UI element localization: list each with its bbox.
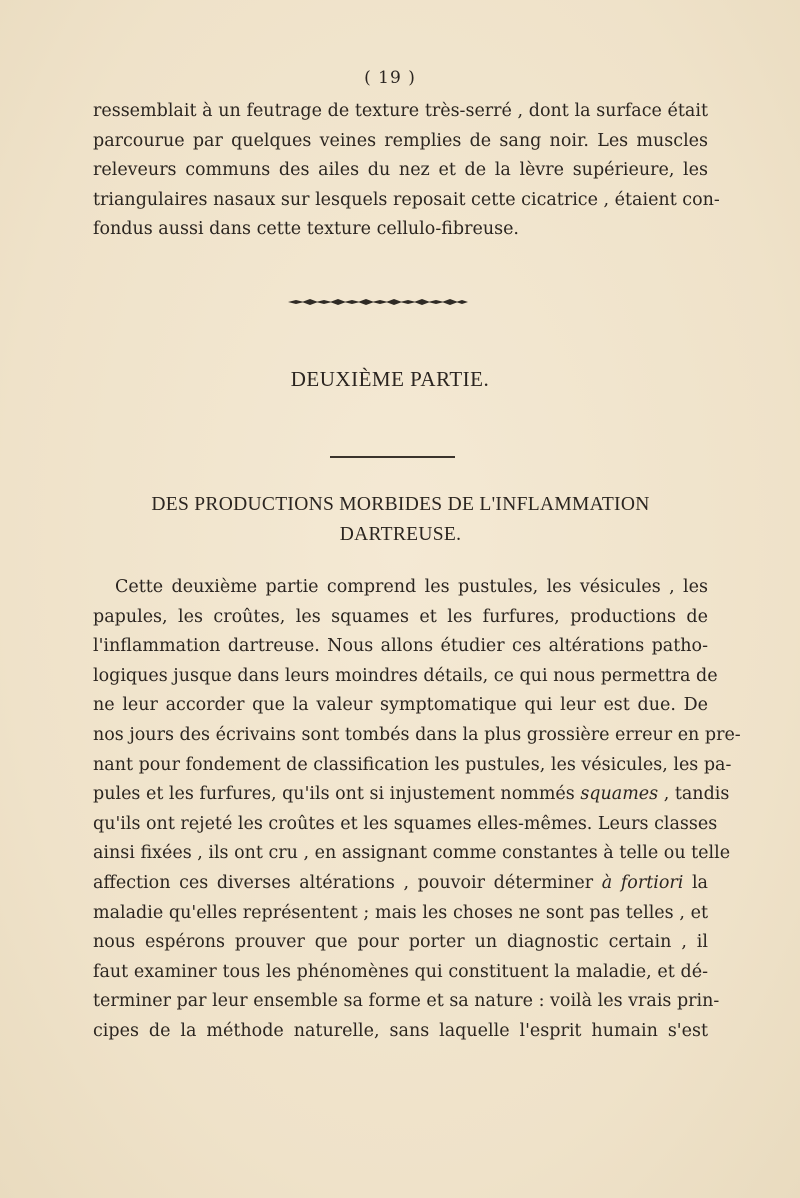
italic-term: squames <box>580 784 659 805</box>
section-title <box>93 490 708 550</box>
text-line: nant pour fondement de classification les pustules, les vésicules, les pa- <box>93 754 732 775</box>
text-line: nous espérons prouver que pour porter un diagnostic certain , il <box>93 932 708 953</box>
text-line: ressemblait à un feutrage de texture très-serré , dont la surface était <box>93 101 708 121</box>
title-rule <box>330 456 455 458</box>
text-line: parcourue par quelques veines remplies de sang noir. Les muscles <box>93 130 708 151</box>
text-line-with-italic <box>93 780 730 810</box>
first-paragraph <box>93 97 720 245</box>
text-line: l'inflammation dartreuse. Nous allons étudier ces altérations patho- <box>93 636 708 657</box>
text-line: faut examiner tous les phénomènes qui constituent la maladie, et dé- <box>93 961 708 982</box>
text-line: terminer par leur ensemble sa forme et sa nature : voilà les vrais prin- <box>93 991 720 1012</box>
text-line: fondus aussi dans cette texture cellulo-fibreuse. <box>93 219 519 240</box>
text-segment: pules et les furfures, qu'ils ont si injustement nommés <box>93 784 581 805</box>
text-line: Cette deuxième partie comprend les pustules, les vésicules , les <box>115 577 708 597</box>
text-line: qu'ils ont rejeté les croûtes et les squames elles-mêmes. Leurs classes <box>93 813 718 834</box>
text-line: ainsi fixées , ils ont cru , en assignant comme constantes à telle ou telle <box>93 843 731 864</box>
text-line: triangulaires nasaux sur lesquels reposait cette cicatrice , étaient con- <box>93 189 720 210</box>
text-segment: la <box>683 872 708 893</box>
text-line: ne leur accorder que la valeur symptomatique qui leur est due. De <box>93 695 708 716</box>
ornament-divider <box>288 296 468 308</box>
section-title-line: DARTREUSE. <box>339 524 462 545</box>
second-paragraph <box>93 573 741 1047</box>
italic-term: à fortiori <box>601 872 684 893</box>
part-title: DEUXIÈME PARTIE. <box>290 367 490 391</box>
text-line-with-italic <box>93 869 708 899</box>
text-line: maladie qu'elles représentent ; mais les choses ne sont pas telles , et <box>93 902 708 923</box>
section-title-line: DES PRODUCTIONS MORBIDES DE L'INFLAMMATION <box>151 494 650 515</box>
text-segment: affection ces diverses altérations , pouvoir déterminer <box>93 872 602 893</box>
text-line: papules, les croûtes, les squames et les furfures, productions de <box>93 606 708 627</box>
page-number: ( 19 ) <box>364 68 416 88</box>
text-line: logiques jusque dans leurs moindres détails, ce qui nous permettra de <box>93 665 718 686</box>
text-line: releveurs communs des ailes du nez et de la lèvre supérieure, les <box>93 160 708 181</box>
text-line: cipes de la méthode naturelle, sans laquelle l'esprit humain s'est <box>93 1020 708 1041</box>
text-line: nos jours des écrivains sont tombés dans la plus grossière erreur en pre- <box>93 724 741 745</box>
text-segment: , tandis <box>658 784 730 805</box>
